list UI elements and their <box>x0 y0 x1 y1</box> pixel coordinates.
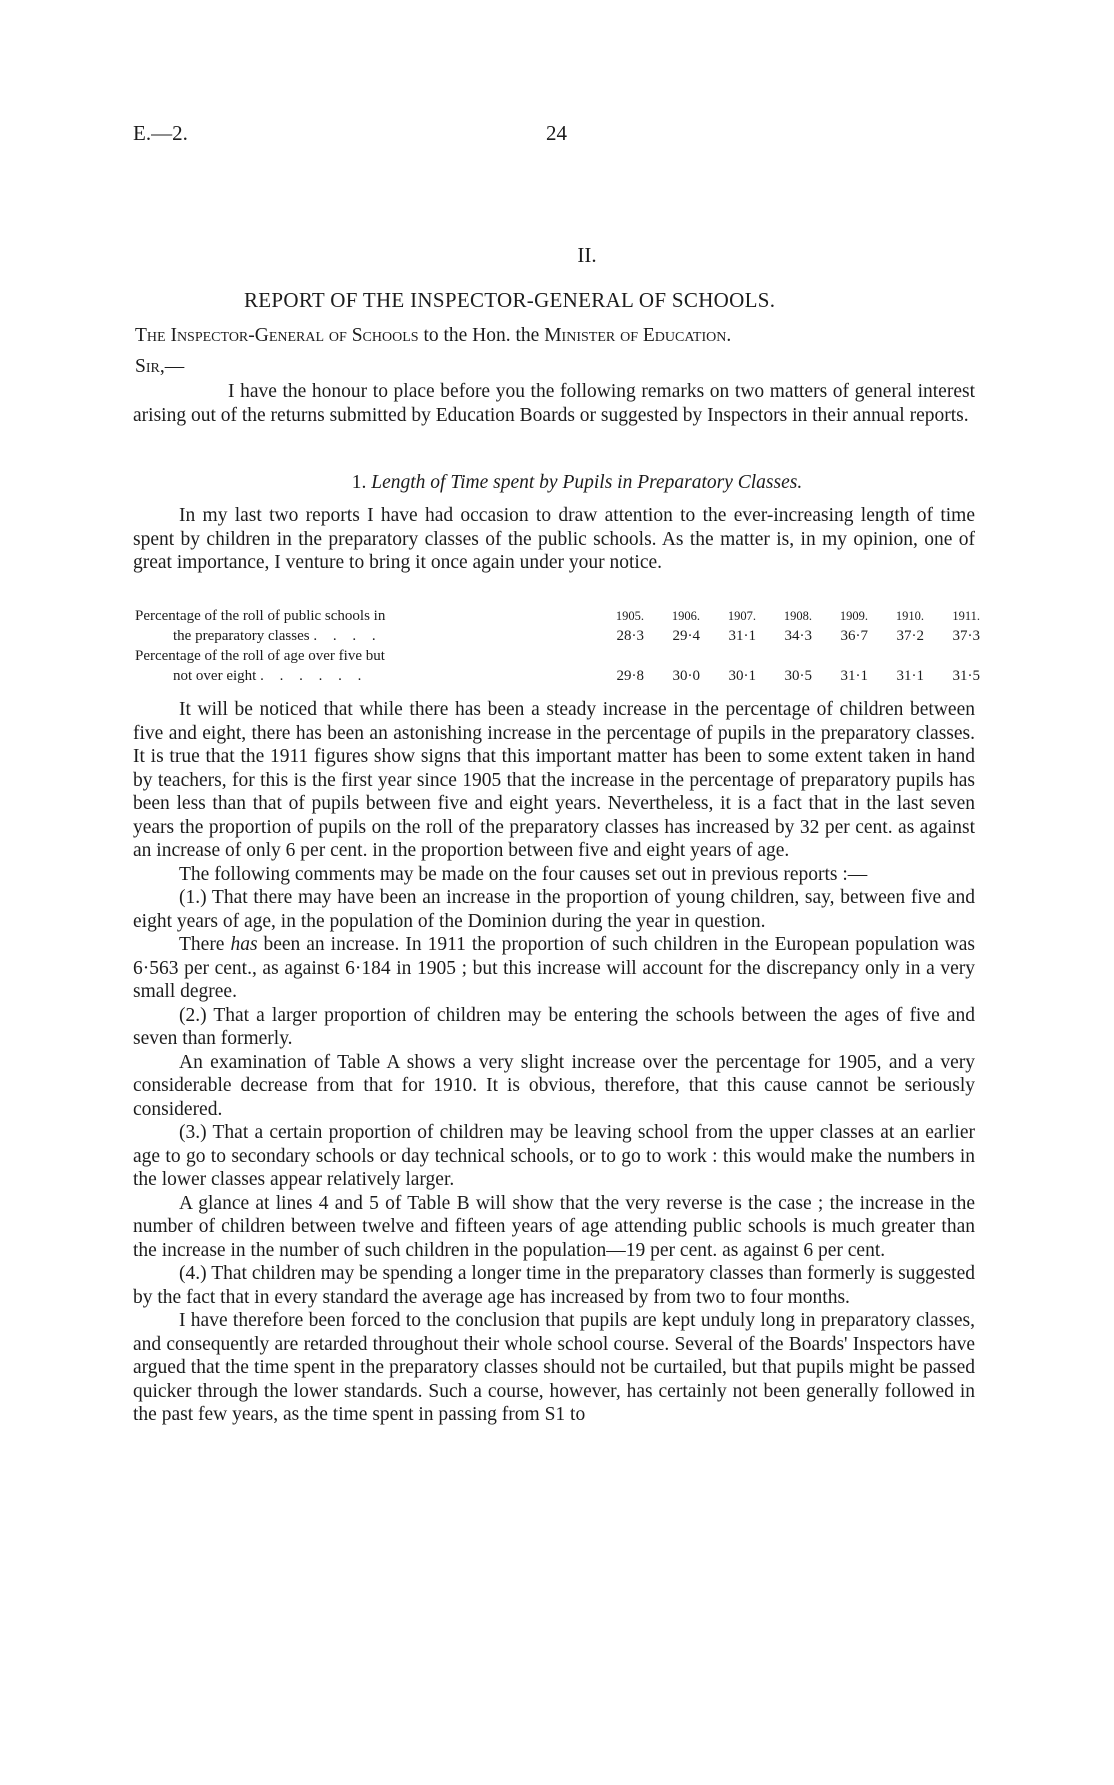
table-cell: 28·3 <box>616 628 644 644</box>
address-line <box>135 325 731 347</box>
row2-label-line1: Percentage of the roll of age over five but <box>135 648 385 664</box>
table-row <box>135 626 980 646</box>
response-2: An examination of Table A shows a very slight increase over the percentage for 1905, and a very considerable decrease from that for 1910. It is obvious, therefore, that this cause cannot be seriously considered. <box>133 1051 975 1120</box>
row1-label-line1: Percentage of the roll of public schools in <box>135 608 386 624</box>
row2-label-line2 <box>135 666 588 686</box>
page-ref: E.—2. <box>133 121 188 145</box>
row1-label-line2 <box>135 626 588 646</box>
year-header: 1909. <box>839 609 868 623</box>
cause-3: (3.) That a certain proportion of children may be leaving school from the upper classes at an earlier age to go to secondary schools or day technical schools, or to go to work : this would make the numbers in the lower classes appear relatively larger. <box>133 1122 975 1190</box>
row1-label-text: the preparatory classes <box>173 628 310 644</box>
para1-block <box>133 504 975 575</box>
address-from: The Inspector-General of Schools <box>135 325 419 346</box>
year-header: 1905. <box>615 609 644 623</box>
table-cell: 30·0 <box>672 668 700 684</box>
paragraph-final: I have therefore been forced to the conclusion that pupils are kept unduly long in preparatory classes, and consequently are retarded throughout their whole school course. Several of the Boards' Inspectors have argued that the time spent in the preparatory classes should not be curtailed, but that pupils might be passed quicker through the lower standards. Such a course, however, has certainly not been generally followed in the past few years, as the time spent in passing from S1 to <box>133 1310 975 1425</box>
paragraph-3: The following comments may be made on the four causes set out in previous reports :— <box>179 863 868 885</box>
salutation: Sir,— <box>135 356 185 377</box>
table-cell: 29·8 <box>616 668 644 684</box>
table-cell: 30·5 <box>784 668 812 684</box>
heading-number: 1. <box>351 472 367 493</box>
year-header: 1911. <box>952 609 980 623</box>
statistics-table <box>135 606 980 686</box>
cause-4: (4.) That children may be spending a longer time in the preparatory classes than formerly is suggested by the fact that in every standard the average age has increased by from two to four months. <box>133 1263 975 1308</box>
year-header: 1906. <box>671 609 700 623</box>
table-cell: 31·5 <box>952 668 980 684</box>
table-row <box>135 606 980 626</box>
intro-paragraph: I have the honour to place before you the following remarks on two matters of general interest arising out of the returns submitted by Education Boards or suggested by Inspectors in their annual reports. <box>133 381 975 426</box>
table-cell: 37·2 <box>896 628 924 644</box>
table-cell: 36·7 <box>840 628 868 644</box>
paragraph-2: It will be noticed that while there has been a steady increase in the percentage of children between five and eight, there has been an astonishing increase in the percentage of pupils in the preparatory classes. It is true that the 1911 figures show signs that this important matter has been to some extent taken in hand by teachers, for this is the first year since 1905 that the increase in the percentage of preparatory pupils has been less than that of pupils between five and eight years. Nevertheless, it is a fact that in the last seven years the proportion of pupils on the roll of the preparatory classes has increased by 32 per cent. as against an increase of only 6 per cent. in the proportion between five and eight years of age. <box>133 699 975 861</box>
main-body <box>133 698 975 1427</box>
cause-1: (1.) That there may have been an increase in the proportion of young children, say, between five and eight years of age, in the population of the Dominion during the year in question. <box>133 887 975 932</box>
response-1 <box>133 933 975 1004</box>
report-title: REPORT OF THE INSPECTOR-GENERAL OF SCHOOLS. <box>244 288 776 312</box>
response-3: A glance at lines 4 and 5 of Table B will show that the very reverse is the case ; the increase in the number of children between twelve and fifteen years of age attending public schools is much greater than the increase in the number of such children in the population—19 per cent. as against 6 per cent. <box>133 1192 975 1261</box>
year-header: 1910. <box>895 609 924 623</box>
section-number: II. <box>577 243 597 267</box>
address-to: Minister of Education. <box>544 325 732 346</box>
response-1-pre: There <box>179 934 231 955</box>
address-to-prefix: to the Hon. the <box>423 325 540 346</box>
table-cell: 30·1 <box>728 668 756 684</box>
table-cell: 31·1 <box>840 668 868 684</box>
response-1-post: been an increase. In 1911 the proportion of such children in the European population was 6·563 per cent., as against 6·184 in 1905 ; but this increase will account for the discrepancy only in a very small degree. <box>133 934 975 1002</box>
table-cell: 31·1 <box>728 628 756 644</box>
year-header: 1907. <box>727 609 756 623</box>
table-row <box>135 666 980 686</box>
table-row <box>135 646 980 666</box>
heading-title: Length of Time spent by Pupils in Preparatory Classes. <box>371 472 803 493</box>
response-1-emphasis: has <box>230 934 258 955</box>
table-cell: 31·1 <box>896 668 924 684</box>
row2-label-text: not over eight <box>173 668 257 684</box>
table-cell: 34·3 <box>784 628 812 644</box>
table-cell: 29·4 <box>672 628 700 644</box>
page-number: 24 <box>546 121 567 145</box>
paragraph-1: In my last two reports I have had occasion to draw attention to the ever-increasing length of time spent by children in the preparatory classes of the public schools. As the matter is, in my opinion, one of great importance, I venture to bring it once again under your notice. <box>133 505 975 573</box>
section-heading <box>0 472 1114 494</box>
intro-block <box>133 380 975 427</box>
year-header: 1908. <box>783 609 812 623</box>
leader-dots: . . . . <box>313 628 382 644</box>
leader-dots: . . . . . . <box>260 668 368 684</box>
table-cell: 37·3 <box>952 628 980 644</box>
cause-2: (2.) That a larger proportion of children may be entering the schools between the ages of five and seven than formerly. <box>133 1004 975 1049</box>
